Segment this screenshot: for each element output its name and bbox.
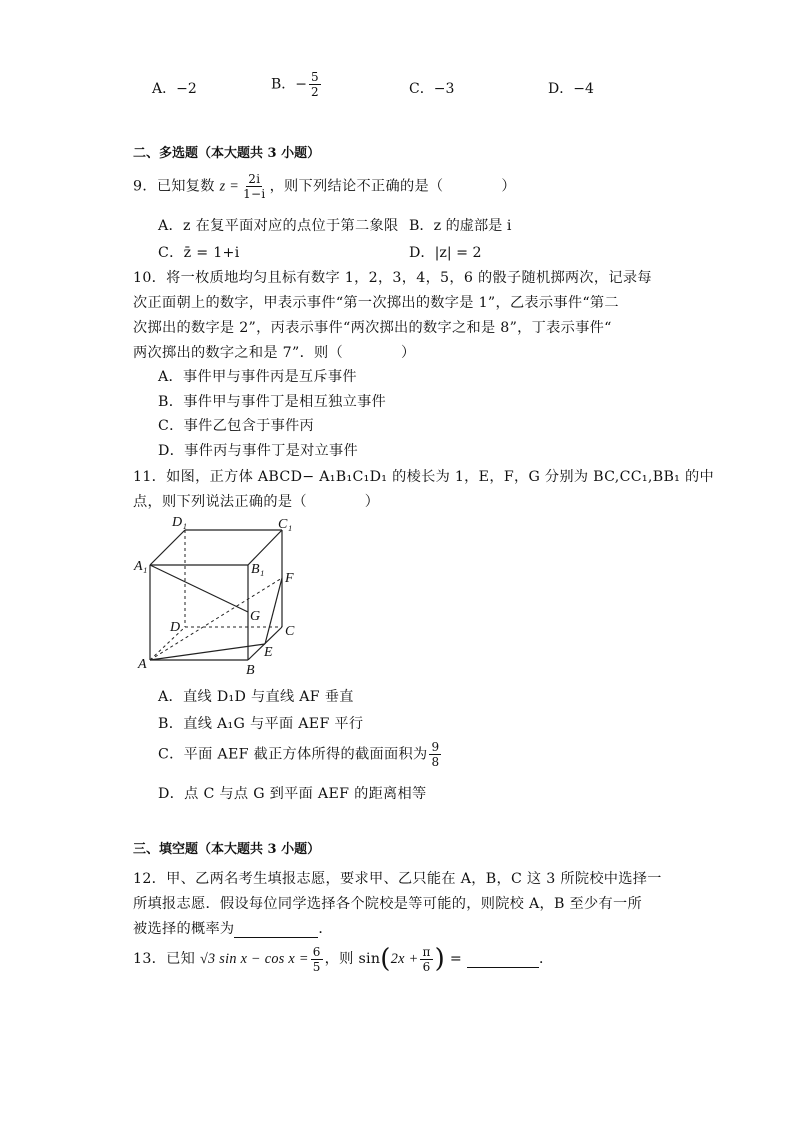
q13-equals: = — [449, 951, 463, 967]
q8-option-b-prefix: B．− — [271, 76, 308, 93]
q11-option-c — [158, 740, 443, 769]
q12-line-1: 12．甲、乙两名考生填报志愿，要求甲、乙只能在 A，B，C 这 3 所院校中选择一 — [133, 871, 662, 887]
q9-prefix: 9．已知复数 — [133, 178, 215, 195]
cube-figure — [130, 510, 330, 680]
q9-option-d: D．|z| = 2 — [409, 245, 482, 261]
label-a1: A₁ — [134, 559, 148, 574]
label-c: C — [285, 624, 295, 639]
q8-option-d: D．−4 — [548, 81, 594, 97]
q13-pi-numerator: π — [422, 944, 431, 959]
q8-option-c: C．−3 — [409, 81, 455, 97]
q11-line-1: 11．如图，正方体 ABCD− A₁B₁C₁D₁ 的棱长为 1，E，F，G 分别为 BC,CC₁,BB₁ 的中 — [133, 469, 714, 485]
q12-answer-blank — [234, 921, 318, 938]
q10-option-d: D．事件丙与事件丁是对立事件 — [158, 443, 359, 459]
q13-inner: 2x + — [390, 951, 419, 967]
label-a: A — [138, 657, 147, 672]
q13-end: ． — [538, 951, 554, 967]
q10-line-4: 两次掷出的数字之和是 7”．则（ ） — [133, 345, 416, 361]
q10-line-3: 次掷出的数字是 2”，丙表示事件“两次掷出的数字之和是 8”，丁表示事件“ — [133, 320, 612, 336]
q9-suffix: ，则下列结论不正确的是（ ） — [269, 178, 516, 195]
q13-expression: √3 sin x − cos x = — [199, 951, 309, 967]
q9-fraction — [241, 172, 267, 201]
q13-stem — [133, 944, 553, 974]
q11-option-a: A．直线 D₁D 与直线 AF 垂直 — [158, 689, 354, 705]
label-b1: B₁ — [251, 562, 265, 577]
q13-denominator: 5 — [312, 959, 321, 974]
q9-z-eq: z = — [219, 178, 240, 195]
q8-option-b-fraction — [309, 70, 321, 99]
q11-option-c-fraction — [429, 740, 441, 769]
label-b: B — [246, 663, 255, 678]
section-2-title: 二、多选题（本大题共 3 小题） — [133, 146, 321, 161]
q8-b-numerator: 5 — [311, 70, 319, 84]
q8-b-denominator: 2 — [311, 85, 319, 99]
q13-pi-denominator: 6 — [422, 959, 431, 974]
q9-stem — [133, 172, 516, 201]
section-3-title: 三、填空题（本大题共 3 小题） — [133, 842, 321, 857]
q13-left-paren: ( — [380, 944, 391, 974]
q10-line-1: 10．将一枚质地均匀且标有数字 1，2，3，4，5，6 的骰子随机掷两次，记录每 — [133, 270, 652, 286]
q9-denominator: 1−i — [243, 187, 266, 201]
q12-line-3 — [133, 918, 333, 938]
label-c1: C₁ — [278, 517, 293, 532]
label-e: E — [264, 645, 273, 660]
q11-option-c-prefix: C．平面 AEF 截正方体所得的截面面积为 — [158, 746, 428, 763]
q12-line-3-end: ． — [318, 921, 333, 937]
label-f: F — [285, 571, 294, 586]
q8-option-a: A．−2 — [152, 81, 197, 97]
q11-c-denominator: 8 — [431, 755, 440, 769]
q10-line-2: 次正面朝上的数字，甲表示事件“第一次掷出的数字是 1”，乙表示事件“第二 — [133, 295, 619, 311]
q13-fraction — [311, 945, 323, 974]
q13-mid: ，则 sin — [324, 951, 381, 967]
q13-answer-blank — [467, 951, 539, 968]
q13-numerator: 6 — [312, 944, 321, 959]
q12-line-2: 所填报志愿．假设每位同学选择各个院校是等可能的，则院校 A，B 至少有一所 — [133, 896, 642, 912]
q8-option-b — [271, 70, 323, 99]
q11-option-b: B．直线 A₁G 与平面 AEF 平行 — [158, 716, 364, 732]
q10-option-c: C．事件乙包含于事件丙 — [158, 418, 315, 434]
label-g: G — [250, 609, 261, 624]
q9-option-c: C．z̄ = 1+i — [158, 245, 240, 261]
label-d: D — [170, 620, 181, 635]
q13-right-paren: ) — [434, 944, 446, 974]
q10-option-b: B．事件甲与事件丁是相互独立事件 — [158, 394, 387, 410]
q13-prefix: 13．已知 — [133, 951, 196, 967]
q11-c-numerator: 9 — [431, 740, 440, 754]
q9-option-a: A．z 在复平面对应的点位于第二象限 — [158, 218, 399, 234]
q9-numerator: 2i — [248, 172, 261, 186]
q13-pi-fraction — [420, 945, 432, 974]
q11-option-d: D．点 C 与点 G 到平面 AEF 的距离相等 — [158, 786, 427, 802]
q12-line-3-text: 被选择的概率为 — [133, 921, 235, 937]
label-d1: D₁ — [172, 515, 187, 530]
q10-option-a: A．事件甲与事件丙是互斥事件 — [158, 369, 357, 385]
q9-option-b: B．z 的虚部是 i — [409, 218, 512, 234]
q11-line-2: 点，则下列说法正确的是（ ） — [133, 494, 380, 510]
